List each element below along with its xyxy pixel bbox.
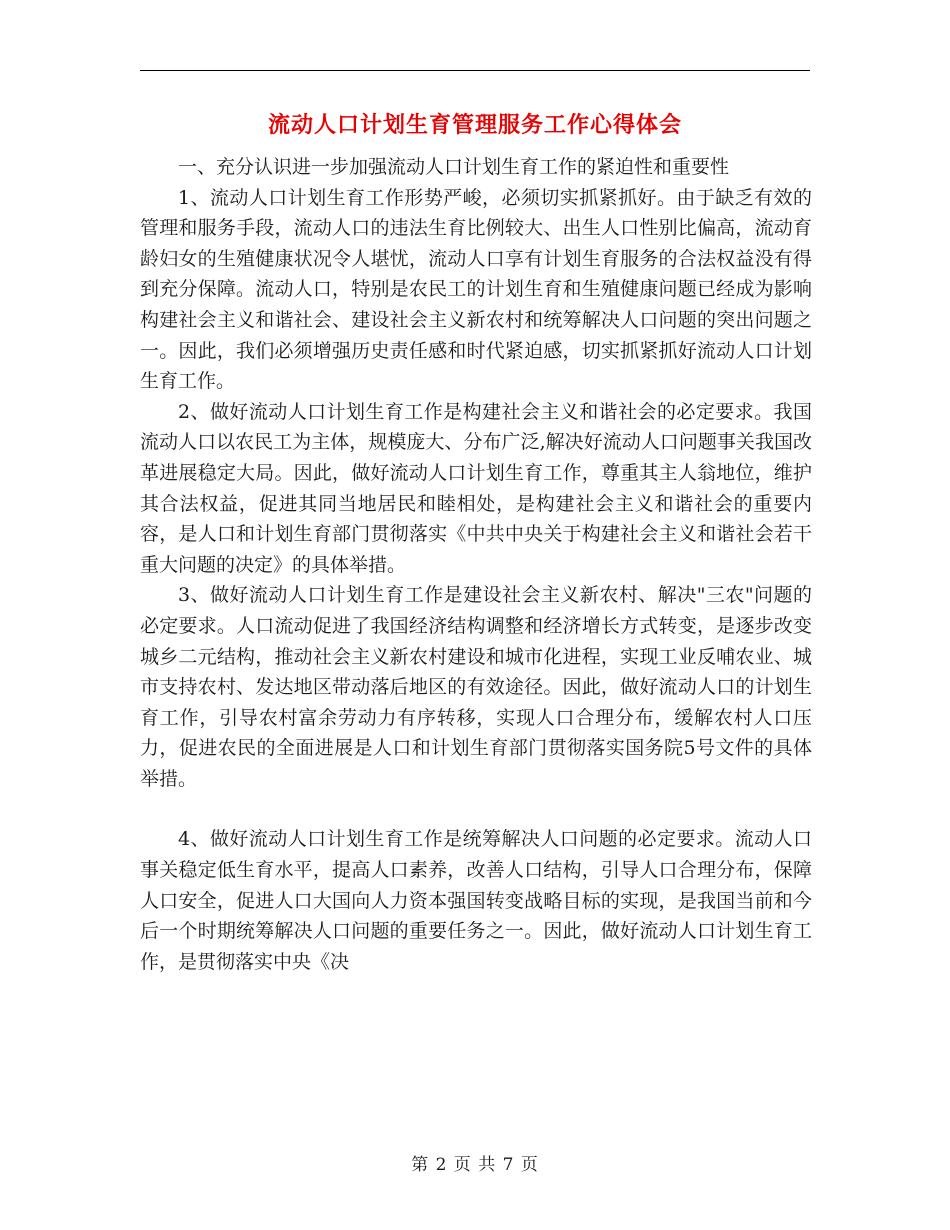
body-paragraph-2: 2、做好流动人口计划生育工作是构建社会主义和谐社会的必定要求。我国流动人口以农民工为主体，规模庞大、分布广泛,解决好流动人口问题事关我国改革进展稳定大局。因此，做好流动人口计划生育工作，尊重其主人翁地位，维护其合法权益，促进其同当地居民和睦相处，是构建社会主义和谐社会的重要内容，是人口和计划生育部门贯彻落实《中共中央关于构建社会主义和谐社会若干重大问题的决定》的具体举措。 — [140, 400, 812, 576]
header-rule — [140, 70, 810, 71]
body-paragraph-1: 1、流动人口计划生育工作形势严峻，必须切实抓紧抓好。由于缺乏有效的管理和服务手段，流动人口的违法生育比例较大、出生人口性别比偏高，流动育龄妇女的生殖健康状况令人堪忧，流动人口享有计划生育服务的合法权益没有得到充分保障。流动人口，特别是农民工的计划生育和生殖健康问题已经成为影响构建社会主义和谐社会、建设社会主义新农村和统筹解决人口问题的突出问题之一。因此，我们必须增强历史责任感和时代紧迫感，切实抓紧抓好流动人口计划生育工作。 — [140, 186, 812, 393]
body-paragraph-4: 4、做好流动人口计划生育工作是统筹解决人口问题的必定要求。流动人口事关稳定低生育水平，提高人口素养，改善人口结构，引导人口合理分布，保障人口安全，促进人口大国向人力资本强国转变战略目标的实现，是我国当前和今后一个时期统筹解决人口问题的重要任务之一。因此，做好流动人口计划生育工作，是贯彻落实中央《决 — [140, 828, 812, 973]
body-paragraph-3: 3、做好流动人口计划生育工作是建设社会主义新农村、解决"三农"问题的必定要求。人口流动促进了我国经济结构调整和经济增长方式转变，是逐步改变城乡二元结构，推动社会主义新农村建设和城市化进程，实现工业反哺农业、城市支持农村、发达地区带动落后地区的有效途径。因此，做好流动人口的计划生育工作，引导农村富余劳动力有序转移，实现人口合理分布，缓解农村人口压力，促进农民的全面进展是人口和计划生育部门贯彻落实国务院5号文件的具体举措。 — [140, 584, 812, 790]
section-heading: 一、充分认识进一步加强流动人口计划生育工作的紧迫性和重要性 — [178, 156, 730, 178]
document-body — [140, 152, 812, 977]
document-title: 流动人口计划生育管理服务工作心得体会 — [267, 112, 682, 138]
page-number: 第 2 页 共 7 页 — [411, 1155, 539, 1175]
